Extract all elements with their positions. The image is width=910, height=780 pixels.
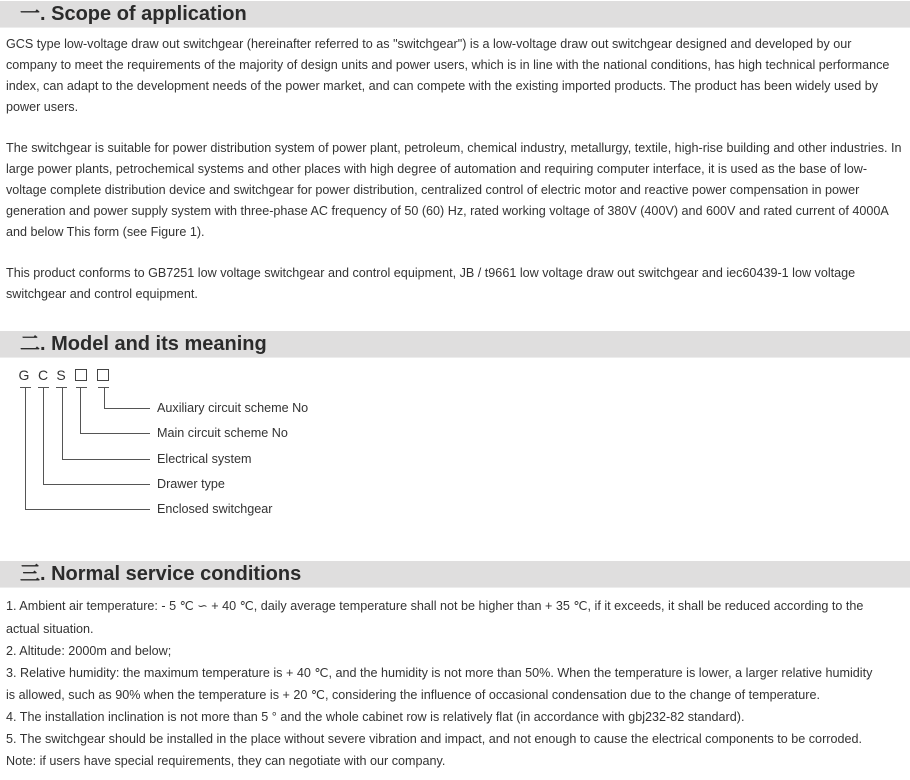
label-electrical-system: Electrical system	[157, 452, 252, 466]
label-auxiliary-circuit: Auxiliary circuit scheme No	[157, 401, 309, 415]
model-letter-g: G	[18, 367, 30, 383]
condition-item-3: 3. Relative humidity: the maximum temperature is + 40 ℃, and the humidity is not more than 50%. When the temperature is lower, a larger relative humidity	[6, 666, 873, 680]
model-letter-s: S	[56, 367, 66, 383]
scope-paragraph-3: This product conforms to GB7251 low voltage switchgear and control equipment, JB / t9661 low voltage draw out switchgear and iec60439-1 low voltage switchgear and control equipment.	[6, 266, 856, 301]
label-main-circuit: Main circuit scheme No	[157, 426, 288, 440]
section-header-model	[0, 331, 910, 358]
section-title-conditions: 三. Normal service conditions	[20, 563, 302, 585]
section-title-scope: 一. Scope of application	[20, 3, 247, 25]
condition-item-2: 2. Altitude: 2000m and below;	[6, 644, 172, 658]
section-header-scope	[0, 1, 910, 28]
scope-paragraph-2: The switchgear is suitable for power distribution system of power plant, petroleum, chemical industry, metallurgy, textile, high-rise building and other industries. In large power plants, petrochemical systems and other places with high degree of automation and requiring computer interface, it is used as the base of low-voltage complete distribution device and switchgear for power distribution, centralized control of electric motor and reactive power compensation in power generation and power supply system with three-phase AC frequency of 50 (60) Hz, rated working voltage of 380V (400V) and 600V and rated current of 4000A and below This form (see Figure 1).	[6, 141, 902, 239]
condition-item-4: 4. The installation inclination is not more than 5 ° and the whole cabinet row is relatively flat (in accordance with gbj232-82 standard).	[6, 710, 745, 724]
section-header-conditions	[0, 561, 910, 588]
condition-item-3-cont: is allowed, such as 90% when the temperature is + 20 ℃, considering the influence of occasional condensation due to the change of temperature.	[6, 688, 821, 702]
section-title-model: 二. Model and its meaning	[20, 333, 267, 355]
condition-note: Note: if users have special requirements, they can negotiate with our company.	[6, 754, 446, 768]
condition-item-1: 1. Ambient air temperature: - 5 ℃ ∽ + 40 ℃, daily average temperature shall not be higher than + 35 ℃, if it exceeds, it shall be reduced according to the	[6, 599, 864, 613]
model-letter-c: C	[37, 367, 49, 383]
condition-item-5: 5. The switchgear should be installed in the place without severe vibration and impact, and not enough to cause the electrical components to be corroded.	[6, 732, 862, 746]
model-connector-diagram	[0, 380, 160, 520]
label-enclosed-switchgear: Enclosed switchgear	[157, 502, 273, 516]
scope-paragraph-1: GCS type low-voltage draw out switchgear (hereinafter referred to as "switchgear") is a low-voltage draw out switchgear designed and developed by our company to meet the requirements of the majority of design units and power users, which is in line with the national conditions, has high technical performance index, can adapt to the development needs of the power market, and can compete with the existing imported products. The product has been widely used by power users.	[6, 37, 890, 114]
condition-item-1-cont: actual situation.	[6, 622, 94, 636]
label-drawer-type: Drawer type	[157, 477, 225, 491]
